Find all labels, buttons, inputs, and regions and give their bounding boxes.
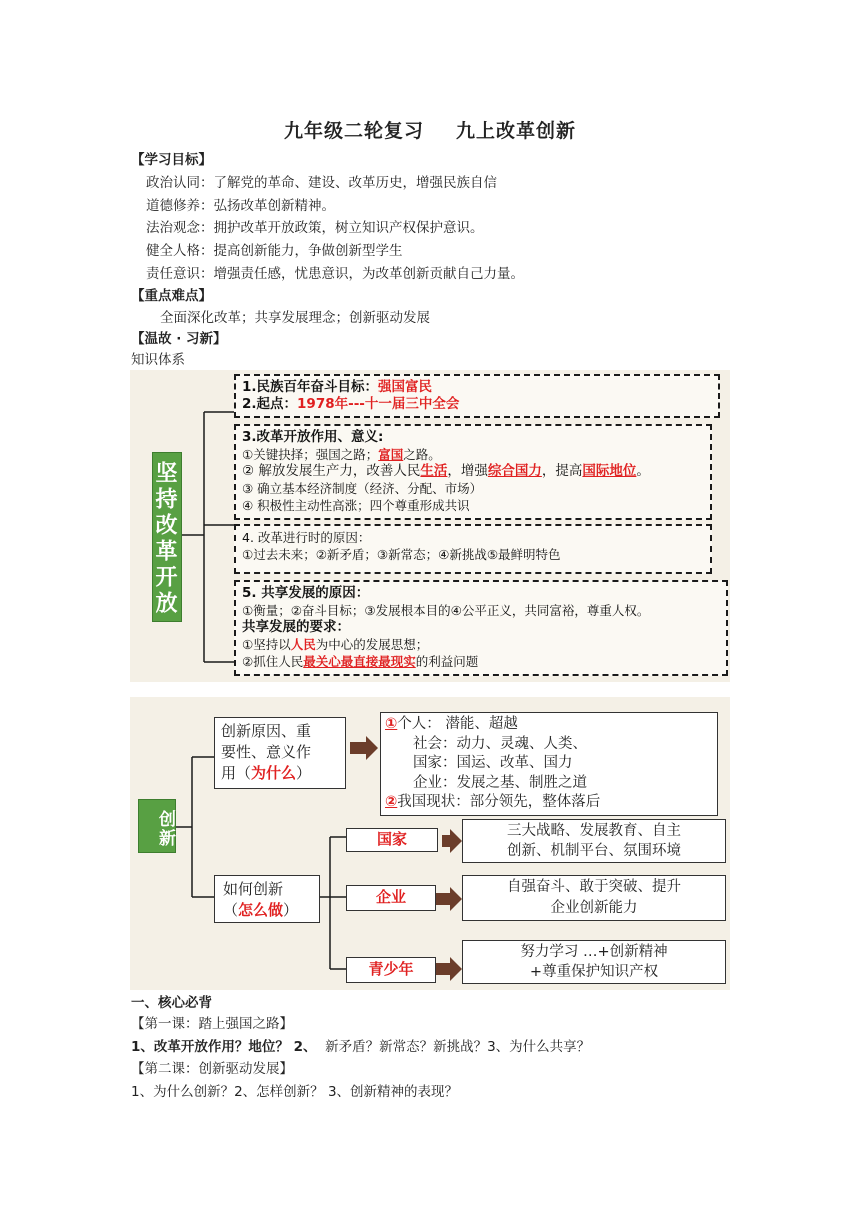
goal-item: 健全人格：提高创新能力，争做创新型学生: [146, 243, 403, 259]
sharing-box: 5. 共享发展的原因： ①衡量；②奋斗目标；③发展根本目的④公平正义，共同富裕，尊重人权。 共享发展的要求： ①坚持以人民为中心的发展思想； ②抓住人民最关心最直接最现实的利益问题: [234, 580, 728, 676]
lesson1-questions: 1、改革开放作用？地位？ 2、 新矛盾？新常态？新挑战？3、为什么共享？: [131, 1039, 591, 1055]
key-text: 全面深化改革；共享发展理念；创新驱动发展: [160, 310, 430, 326]
why-box: 创新原因、重 要性、意义作 用（为什么）: [214, 717, 346, 789]
reason-box: 4. 改革进行时的原因： ①过去未来；②新矛盾；③新常态；④新挑战⑤最鲜明特色: [234, 524, 712, 574]
core-heading: 一、核心必背: [131, 995, 212, 1011]
lesson2-heading: 【第二课：创新驱动发展】: [131, 1061, 293, 1077]
label-enterprise: 企业: [346, 885, 436, 911]
innovation-banner: 创新: [138, 799, 176, 853]
label-youth: 青少年: [346, 957, 436, 983]
goal-item: 责任意识：增强责任感，忧患意识，为改革创新贡献自己力量。: [146, 266, 524, 282]
youth-detail: 努力学习 …+创新精神 +尊重保护知识产权: [462, 940, 726, 984]
review-sub: 知识体系: [131, 352, 185, 368]
why-detail-box: ①个人： 潜能、超越 社会：动力、灵魂、人类、 国家：国运、改革、国力 企业：发展之基、制胜之道 ②我国现状：部分领先，整体落后: [380, 712, 718, 816]
reform-banner: 坚持改革开放: [152, 452, 182, 622]
review-heading: 【温故 · 习新】: [131, 331, 227, 347]
title-right: 九上改革创新: [456, 120, 577, 142]
role-box: 3.改革开放作用、意义: ①关键抉择；强国之路；富国之路。 ② 解放发展生产力，改善人民生活，增强综合国力，提高国际地位。 ③ 确立基本经济制度（经济、分配、市场） ④ 积极性主动性高涨；四个尊重形成共识: [234, 424, 712, 520]
label-state: 国家: [346, 828, 438, 852]
key-heading: 【重点难点】: [131, 288, 212, 304]
lesson1-heading: 【第一课：踏上强国之路】: [131, 1016, 293, 1032]
page-title: [0, 116, 860, 143]
goal-item: 道德修养：弘扬改革创新精神。: [146, 198, 335, 214]
goals-heading: 【学习目标】: [131, 152, 212, 168]
state-detail: 三大战略、发展教育、自主 创新、机制平台、氛围环境: [462, 819, 726, 863]
goal-item: 法治观念：拥护改革开放政策，树立知识产权保护意识。: [146, 220, 484, 236]
title-left: 九年级二轮复习: [283, 120, 424, 142]
reform-diagram: [130, 370, 730, 682]
enterprise-detail: 自强奋斗、敢于突破、提升 企业创新能力: [462, 875, 726, 921]
innovation-diagram: [130, 697, 730, 990]
lesson2-questions: 1、为什么创新？2、怎样创新？ 3、创新精神的表现？: [131, 1084, 459, 1100]
goal-item: 政治认同：了解党的革命、建设、改革历史，增强民族自信: [146, 175, 497, 191]
how-box: 如何创新 （怎么做）: [214, 875, 320, 923]
goal-box: 1.民族百年奋斗目标：强国富民 2.起点：1978年---十一届三中全会: [234, 374, 720, 418]
